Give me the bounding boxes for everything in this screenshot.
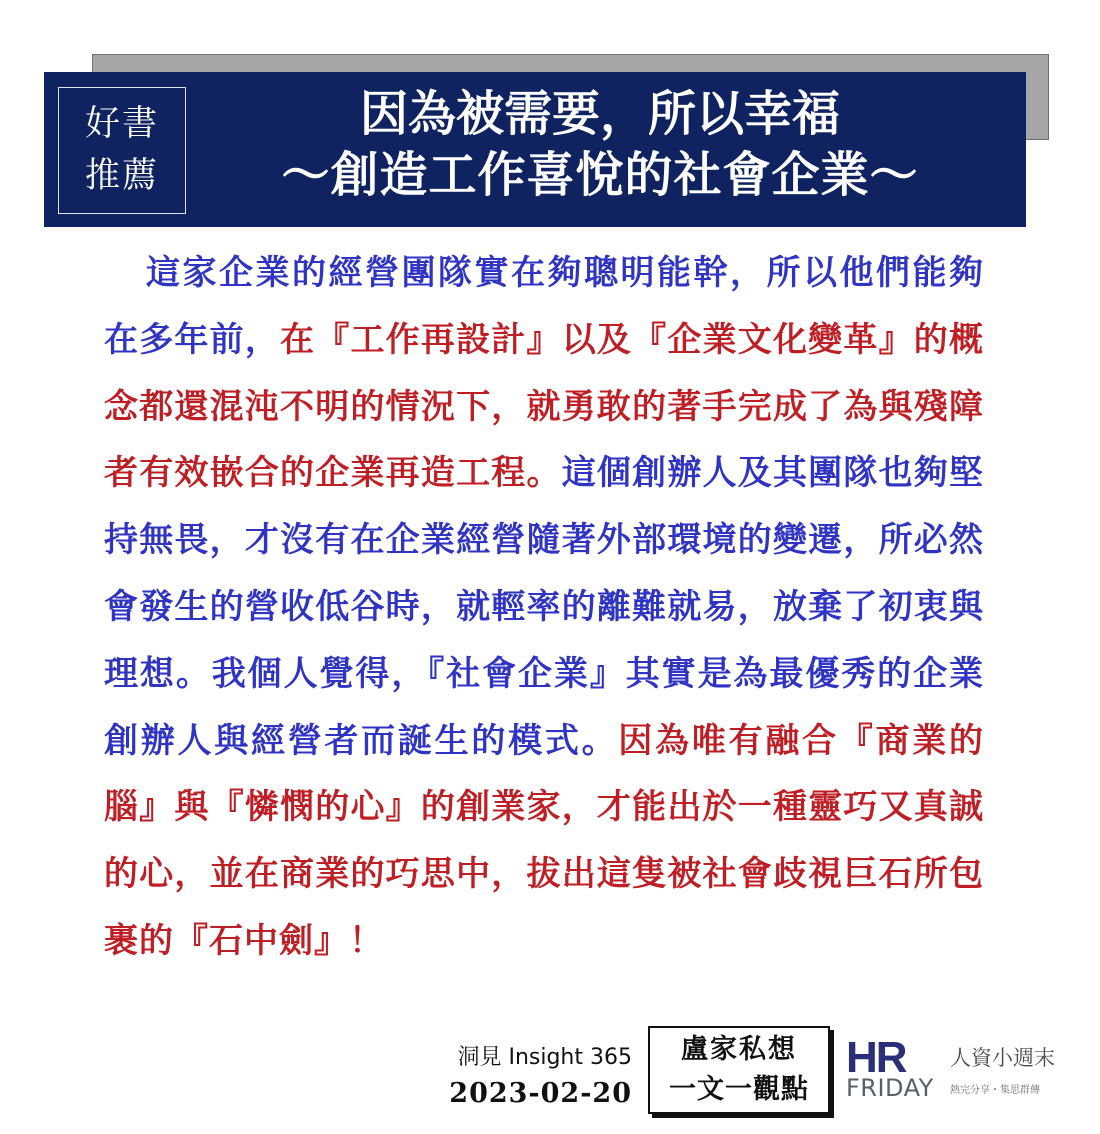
text-segment-3: 這個創辦人及其團隊也夠堅持無畏，才沒有在企業經營隨著外部環境的變遷，所必然會發生的營收低谷時，就輕率的離難就易，放棄了初衷與理想。我個人覺得，『社會企業』其實是為最優秀的企業創辦人與經營者而誕生的模式。	[104, 453, 985, 761]
article-paragraph	[104, 240, 984, 975]
text-segment-1: 這家企業的經營團隊實在夠聰明能幹，所以他們能夠在多年前，	[104, 253, 984, 360]
title-line-1: 因為被需要，所以幸福	[359, 86, 840, 142]
text-segment-2: 在『工作再設計』以及『企業文化變革』的概念都還混沌不明的情況下，就勇敢的著手完成了為與殘障者有效嵌合的企業再造工程。	[104, 319, 985, 494]
title-line-2: ～創造工作喜悅的社會企業～	[281, 147, 919, 203]
source-label: 洞見 Insight 365	[457, 1045, 632, 1070]
recommend-tag	[58, 87, 186, 214]
logo-brand-name: 人資小週末	[950, 1046, 1055, 1070]
publish-date: 2023-02-20	[449, 1078, 632, 1109]
text-segment-4: 因為唯有融合『商業的腦』與『憐憫的心』的創業家，才能出於一種靈巧又真誠的心，並在商業的巧思中，拔出這隻被社會歧視巨石所包裹的『石中劍』！	[104, 720, 985, 961]
page-title	[200, 84, 1000, 206]
logo-tagline: 熱完分享・集思群傳	[950, 1085, 1040, 1096]
tag-line-1: 好書	[84, 104, 159, 144]
logo-friday-text: FRIDAY	[846, 1074, 934, 1102]
hr-logo-mark: HR	[846, 1034, 906, 1082]
stamp-line-1: 盧家私想	[681, 1034, 797, 1065]
column-stamp	[648, 1026, 830, 1114]
article-body	[104, 240, 984, 975]
stamp-line-2: 一文一觀點	[669, 1074, 809, 1105]
tag-line-2: 推薦	[84, 156, 159, 196]
